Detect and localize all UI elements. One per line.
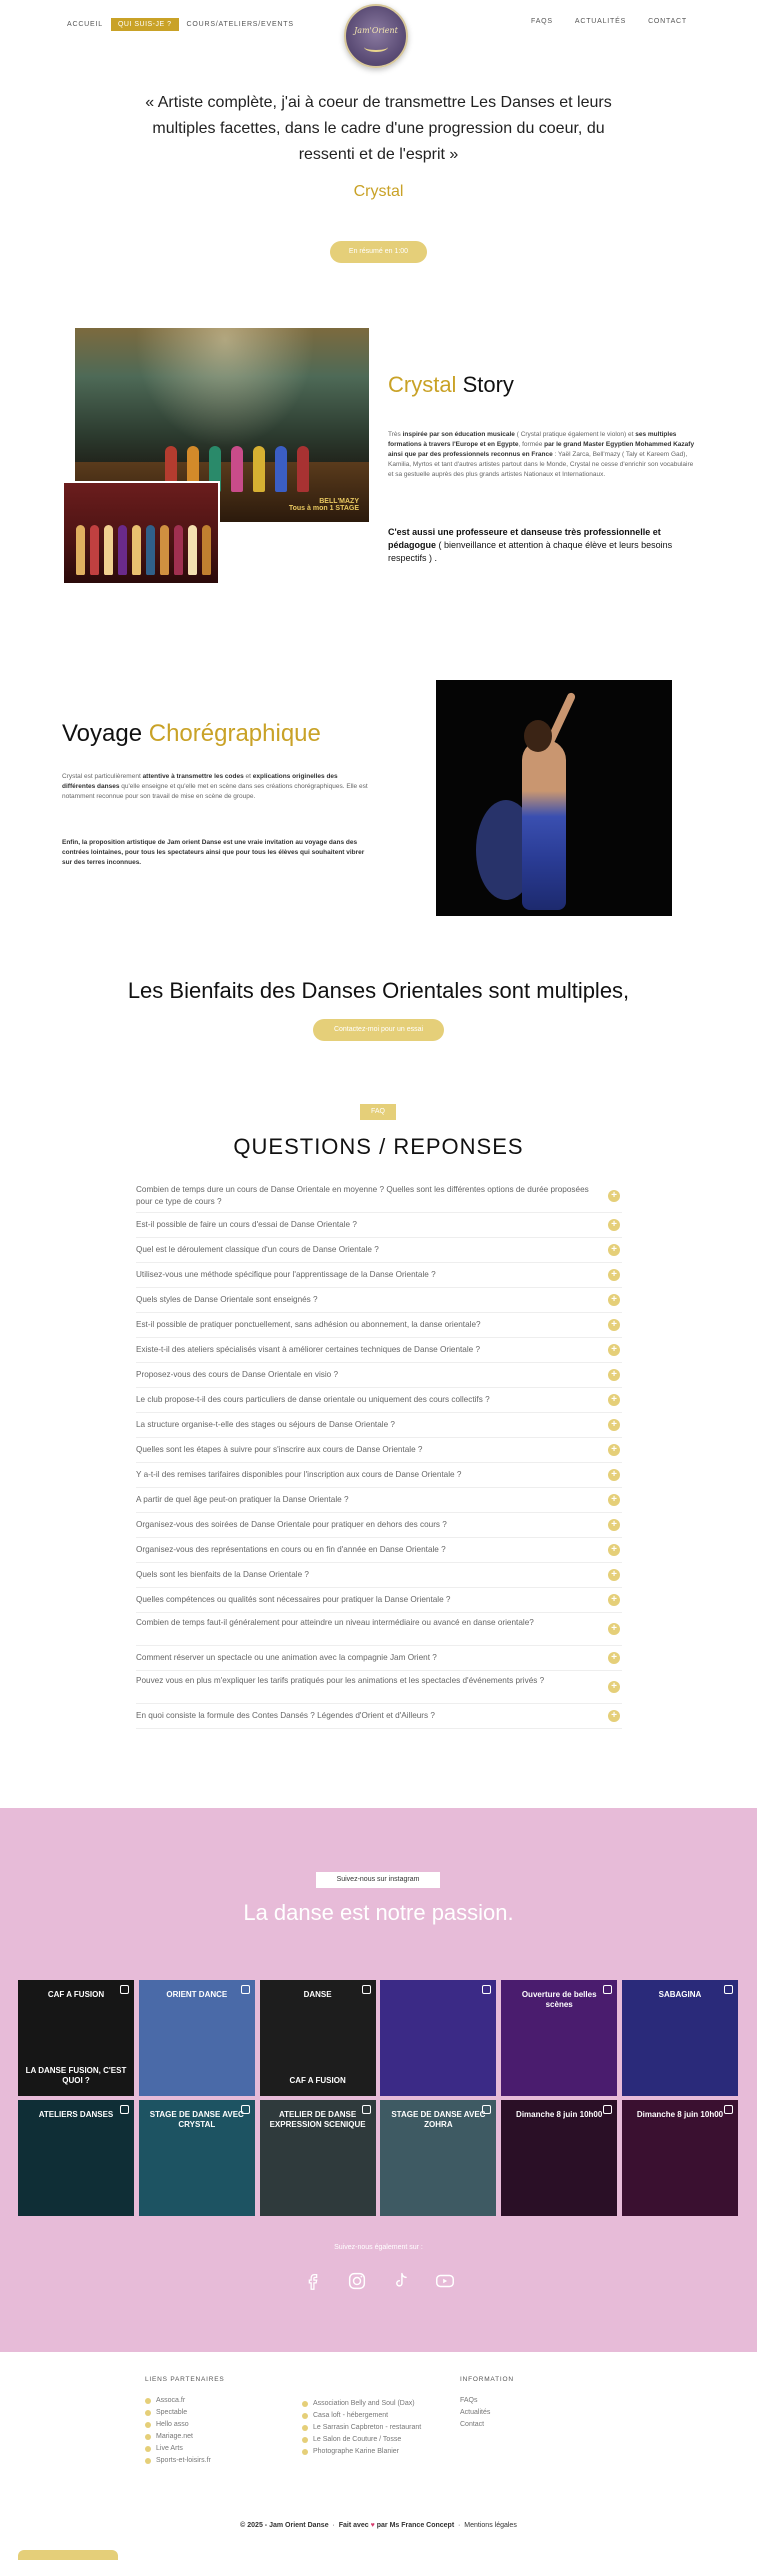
instagram-post-title: ATELIER DE DANSE EXPRESSION SCENIQUE	[269, 2110, 366, 2129]
multi-image-icon	[603, 1985, 612, 1994]
nav-link-accueil[interactable]: ACCUEIL	[67, 21, 103, 28]
footer-link-label: Association Belly and Soul (Dax)	[313, 2400, 415, 2407]
plus-icon[interactable]: +	[608, 1623, 620, 1635]
footer-link-label: Casa loft - hébergement	[313, 2412, 389, 2419]
instagram-follow-button[interactable]: Suivez-nous sur instagram	[316, 1872, 440, 1888]
stage-dancer	[275, 446, 287, 492]
instagram-post[interactable]	[18, 2100, 134, 2216]
faq-question: Comment réserver un spectacle ou une animation avec la compagnie Jam Orient ?	[136, 1653, 437, 1662]
social-links	[302, 2270, 456, 2292]
footer-link-label: Spectable	[156, 2409, 188, 2416]
faq-item[interactable]	[136, 1646, 622, 1671]
plus-icon[interactable]: +	[608, 1544, 620, 1556]
footer-link-label: FAQs	[460, 2397, 478, 2404]
faq-item[interactable]	[136, 1313, 622, 1338]
instagram-post[interactable]	[501, 1980, 617, 2096]
faq-title: QUESTIONS / REPONSES	[233, 1134, 524, 1159]
instagram-post-title: SABAGINA	[658, 1990, 702, 1999]
multi-image-icon	[362, 1985, 371, 1994]
multi-image-icon	[120, 1985, 129, 1994]
socials-label: Suivez-nous également sur :	[334, 2244, 423, 2251]
voyage-paragraph-2	[62, 838, 372, 868]
bullet-icon	[145, 2410, 151, 2416]
footer-link[interactable]	[302, 2446, 421, 2458]
group-photo	[62, 481, 220, 585]
faq-item[interactable]	[136, 1213, 622, 1238]
multi-image-icon	[241, 2105, 250, 2114]
instagram-post[interactable]	[18, 1980, 134, 2096]
plus-icon[interactable]: +	[608, 1344, 620, 1356]
instagram-post-title: ATELIERS DANSES	[38, 2110, 114, 2119]
voyage-text-bold: attentive à transmettre les codes	[142, 773, 244, 780]
faq-question: Le club propose-t-il des cours particuliers de danse orientale ou uniquement des cours collectifs ?	[136, 1395, 490, 1404]
instagram-post-title: Ouverture de belles scènes	[521, 1990, 597, 2009]
story-text: : Yaël Zarca, Bell'mazy ( Taly et Kareem Gad), Kamilia, Myrtos et tant d'autres artistes partout dans le Monde, Crystal ne cesse d'enrichir son vocabulaire et sa gestuelle auprès des plus grands artistes Nationaux et Internationaux.	[388, 451, 694, 478]
instagram-post-caption: LA DANSE FUSION, C'EST QUOI ?	[25, 2066, 127, 2085]
copyright: © 2025 - Jam Orient Danse · Fait avec ♥ par Ms France Concept · Mentions légales	[240, 2522, 517, 2529]
instagram-post[interactable]	[139, 2100, 255, 2216]
faq-question: Pouvez vous en plus m'expliquer les tarifs pratiqués pour les animations et les spectacles d'événements privés ?	[136, 1676, 545, 1685]
voyage-text-bold: Jam orient Danse est une vraie invitation au voyage dans des contrées lointaines, pour tous les spectateurs ainsi que pour tous les élèves qui souhaitent vibrer sur des terres inconnues.	[62, 839, 365, 866]
quote-author: Crystal	[353, 183, 404, 200]
footer-partners-2	[302, 2398, 421, 2458]
instagram-post-title: DANSE	[303, 1990, 332, 1999]
nav-link-qui-suis-je[interactable]: QUI SUIS-JE ?	[111, 18, 179, 31]
plus-icon[interactable]: +	[608, 1269, 620, 1281]
faq-item[interactable]	[136, 1263, 622, 1288]
bullet-icon	[302, 2413, 308, 2419]
faq-question: Y a-t-il des remises tarifaires disponibles pour l'inscription aux cours de Danse Orientale ?	[136, 1470, 462, 1479]
faq-badge: FAQ	[360, 1104, 396, 1120]
footer-link-label: Contact	[460, 2421, 485, 2428]
footer-link-label: Le Salon de Couture / Tosse	[313, 2436, 402, 2443]
instagram-grid	[18, 1980, 738, 2216]
bullet-icon	[145, 2434, 151, 2440]
story-text-bold: inspirée par son éducation musicale	[402, 431, 515, 438]
instagram-post[interactable]	[501, 2100, 617, 2216]
instagram-post[interactable]	[260, 1980, 376, 2096]
bullet-icon	[302, 2437, 308, 2443]
instagram-post[interactable]	[380, 1980, 496, 2096]
copyright-text: © 2025 - Jam Orient Danse	[240, 2522, 329, 2529]
dancer-body	[522, 740, 566, 910]
plus-icon[interactable]: +	[608, 1469, 620, 1481]
plus-icon[interactable]: +	[608, 1444, 620, 1456]
group-person	[160, 525, 169, 575]
footer-link-label: Hello asso	[156, 2421, 189, 2428]
site-logo[interactable]	[344, 4, 408, 68]
plus-icon[interactable]: +	[608, 1594, 620, 1606]
plus-icon[interactable]: +	[608, 1494, 620, 1506]
story-highlight-text: ( bienveillance et attention à chaque élève et leurs besoins respectifs ) .	[388, 540, 673, 563]
faq-question: Quels sont les bienfaits de la Danse Orientale ?	[136, 1570, 309, 1579]
footer-link[interactable]	[145, 2431, 224, 2443]
cookie-tab[interactable]	[18, 2550, 118, 2560]
multi-image-icon	[724, 2105, 733, 2114]
plus-icon[interactable]: +	[608, 1519, 620, 1531]
instagram-post-title: STAGE DE DANSE AVEC ZOHRA	[391, 2110, 486, 2129]
nav-link-cours[interactable]: COURS/ATELIERS/EVENTS	[186, 21, 294, 28]
plus-icon[interactable]: +	[608, 1394, 620, 1406]
faq-question: Quelles compétences ou qualités sont nécessaires pour pratiquer la Danse Orientale ?	[136, 1595, 451, 1604]
footer-link[interactable]	[145, 2395, 224, 2407]
stage-dancer	[253, 446, 265, 492]
story-title-gold: Crystal	[388, 372, 457, 397]
hero-quote: « Artiste complète, j'ai à coeur de transmettre Les Danses et leurs multiples facettes, dans le cadre d'une progression du coeur, du ressenti et de l'esprit »	[145, 94, 612, 163]
faq-item[interactable]	[136, 1588, 622, 1613]
faq-question: Est-il possible de faire un cours d'essai de Danse Orientale ?	[136, 1220, 357, 1229]
multi-image-icon	[120, 2105, 129, 2114]
group-person	[118, 525, 127, 575]
bullet-icon	[302, 2449, 308, 2455]
faq-item[interactable]	[136, 1180, 622, 1213]
footer-link-label: Le Sarrasin Capbreton - restaurant	[313, 2424, 422, 2431]
faq-question: En quoi consiste la formule des Contes Dansés ? Légendes d'Orient et d'Ailleurs ?	[136, 1711, 435, 1720]
bullet-icon	[145, 2398, 151, 2404]
faq-item[interactable]	[136, 1388, 622, 1413]
stage-dancer	[231, 446, 243, 492]
tiktok-icon[interactable]	[390, 2270, 412, 2292]
instagram-post[interactable]	[260, 2100, 376, 2216]
plus-icon[interactable]: +	[608, 1681, 620, 1693]
story-text: ( Crystal pratique également le violon) et	[514, 431, 636, 438]
group-person	[188, 525, 197, 575]
multi-image-icon	[362, 2105, 371, 2114]
footer-link[interactable]	[145, 2419, 224, 2431]
plus-icon[interactable]: +	[608, 1190, 620, 1202]
dancer-head	[524, 720, 552, 752]
footer-link[interactable]	[302, 2410, 421, 2422]
faq-item[interactable]	[136, 1513, 622, 1538]
bullet-icon	[145, 2422, 151, 2428]
nav-left	[67, 18, 294, 31]
instagram-post[interactable]	[622, 1980, 738, 2096]
bullet-icon	[145, 2446, 151, 2452]
group-person	[104, 525, 113, 575]
resume-button[interactable]: En résumé en 1:00	[330, 241, 427, 263]
plus-icon[interactable]: +	[608, 1244, 620, 1256]
partners-list-b	[302, 2398, 421, 2458]
plus-icon[interactable]: +	[608, 1569, 620, 1581]
made-by-link[interactable]: par Ms France Concept	[376, 2522, 455, 2529]
logo-wings-icon	[364, 42, 388, 52]
plus-icon[interactable]: +	[608, 1369, 620, 1381]
footer-link-label: Photographe Karine Blanier	[313, 2448, 400, 2455]
faq-question: Existe-t-il des ateliers spécialisés visant à améliorer certaines techniques de Danse Orientale ?	[136, 1345, 481, 1354]
group-person	[76, 525, 85, 575]
footer-link[interactable]	[302, 2434, 421, 2446]
group-person	[174, 525, 183, 575]
footer-partners-title: LIENS PARTENAIRES	[145, 2376, 225, 2383]
voyage-title-b: Chorégraphique	[148, 720, 321, 747]
faq-item[interactable]	[136, 1563, 622, 1588]
facebook-icon[interactable]	[302, 2270, 324, 2292]
voyage-title-a: Voyage	[62, 720, 149, 747]
legal-link[interactable]: Mentions légales	[464, 2522, 517, 2529]
faq-item[interactable]	[136, 1671, 622, 1704]
faq-question: Quel est le déroulement classique d'un cours de Danse Orientale ?	[136, 1245, 379, 1254]
story-paragraph	[388, 430, 696, 480]
stage-badge	[289, 498, 359, 512]
bullet-icon	[302, 2401, 308, 2407]
faq-item[interactable]	[136, 1363, 622, 1388]
instagram-post-title: Dimanche 8 juin 10h00	[636, 2110, 724, 2119]
faq-item[interactable]	[136, 1438, 622, 1463]
faq-question: Quelles sont les étapes à suivre pour s'inscrire aux cours de Danse Orientale ?	[136, 1445, 423, 1454]
group-person	[202, 525, 211, 575]
plus-icon[interactable]: +	[608, 1652, 620, 1664]
nav-right	[531, 18, 687, 25]
group-person	[132, 525, 141, 575]
footer-link-label: Sports-et-loisirs.fr	[156, 2457, 211, 2464]
info-list	[460, 2395, 514, 2431]
voyage-paragraph	[62, 772, 372, 802]
faq-item[interactable]	[136, 1413, 622, 1438]
plus-icon[interactable]: +	[608, 1294, 620, 1306]
multi-image-icon	[241, 1985, 250, 1994]
footer-link[interactable]	[145, 2443, 224, 2455]
story-title-rest: Story	[456, 372, 514, 397]
faq-question: Combien de temps dure un cours de Danse Orientale en moyenne ? Quelles sont les différentes options de durée proposées pour ce type de cours ?	[136, 1185, 589, 1206]
stage-badge-line1: BELL'MAZY	[319, 498, 359, 505]
logo-text: Jam'Orient	[354, 26, 398, 35]
instagram-post[interactable]	[139, 1980, 255, 2096]
faq-list	[136, 1180, 622, 1729]
faq-question: Quels styles de Danse Orientale sont enseignés ?	[136, 1295, 318, 1304]
group-person	[146, 525, 155, 575]
footer-link[interactable]	[460, 2395, 514, 2407]
instagram-post-title: Dimanche 8 juin 10h00	[516, 2110, 603, 2119]
plus-icon[interactable]: +	[608, 1710, 620, 1722]
stage-dancer	[297, 446, 309, 492]
partners-list-a	[145, 2395, 224, 2467]
footer-link[interactable]	[145, 2455, 224, 2467]
story-highlight	[388, 526, 696, 565]
bullet-icon	[145, 2458, 151, 2464]
site-header	[0, 0, 757, 70]
instagram-icon[interactable]	[346, 2270, 368, 2292]
faq-question: La structure organise-t-elle des stages ou séjours de Danse Orientale ?	[136, 1420, 395, 1429]
footer-link[interactable]	[460, 2407, 514, 2419]
faq-question: Organisez-vous des soirées de Danse Orientale pour pratiquer en dehors des cours ?	[136, 1520, 447, 1529]
voyage-text-bold: Enfin, la proposition artistique de	[62, 839, 168, 846]
instagram-post-title: CAF A FUSION	[47, 1990, 105, 1999]
instagram-post-title: ORIENT DANCE	[166, 1990, 228, 1999]
multi-image-icon	[603, 2105, 612, 2114]
bullet-icon	[302, 2425, 308, 2431]
footer-link-label: Assoca.fr	[156, 2397, 186, 2404]
faq-question: Combien de temps faut-il généralement pour atteindre un niveau intermédiaire ou avancé en danse orientale?	[136, 1618, 534, 1627]
story-text-bold: par le grand Master Egyptien Mohammed Kazafy ainsi que par des professionnels reconnus en France	[388, 441, 695, 458]
footer-link[interactable]	[302, 2422, 421, 2434]
footer-link-label: Mariage.net	[156, 2433, 193, 2440]
story-title	[388, 372, 514, 398]
voyage-text: qu'elle enseigne et qu'elle met en scène dans ses créations chorégraphiques. Elle est notamment reconnue pour son travail de mise en scène de groupe.	[62, 783, 368, 800]
voyage-title	[62, 720, 321, 748]
faq-question: Proposez-vous des cours de Danse Orientale en visio ?	[136, 1370, 339, 1379]
plus-icon[interactable]: +	[608, 1419, 620, 1431]
multi-image-icon	[482, 2105, 491, 2114]
faq-item[interactable]	[136, 1488, 622, 1513]
footer-info-title: INFORMATION	[460, 2376, 514, 2383]
faq-question: Utilisez-vous une méthode spécifique pour l'apprentissage de la Danse Orientale ?	[136, 1270, 436, 1279]
story-text-bold: ses multiples formations à travers l'Europe et en Egypte	[388, 431, 677, 448]
story-highlight-bold: C'est aussi une professeure et danseuse très professionnelle et pédagogue	[388, 527, 661, 550]
nav-link-faqs[interactable]: FAQS	[531, 18, 553, 25]
faq-item[interactable]	[136, 1238, 622, 1263]
stage-light	[135, 328, 315, 448]
plus-icon[interactable]: +	[608, 1319, 620, 1331]
instagram-post-title: STAGE DE DANSE AVEC CRYSTAL	[149, 2110, 244, 2129]
faq-question: A partir de quel âge peut-on pratiquer la Danse Orientale ?	[136, 1495, 349, 1504]
multi-image-icon	[482, 1985, 491, 1994]
multi-image-icon	[724, 1985, 733, 1994]
footer-information	[460, 2376, 514, 2431]
voyage-text: Crystal est particulièrement	[62, 773, 143, 780]
instagram-post-caption: CAF A FUSION	[289, 2076, 346, 2085]
footer-link-label: Actualités	[460, 2409, 491, 2416]
nav-link-contact[interactable]: CONTACT	[648, 18, 687, 25]
faq-item[interactable]	[136, 1538, 622, 1563]
plus-icon[interactable]: +	[608, 1219, 620, 1231]
voyage-text-bold: explications originelles des différentes danses	[62, 773, 338, 790]
group-person	[90, 525, 99, 575]
story-text: Très	[388, 431, 403, 438]
footer-link-label: Live Arts	[156, 2445, 183, 2452]
nav-link-actualites[interactable]: ACTUALITÉS	[574, 18, 627, 25]
bienfaits-title: Les Bienfaits des Danses Orientales sont multiples,	[127, 978, 630, 1003]
story-text: , formée	[518, 441, 545, 448]
instagram-post[interactable]	[380, 2100, 496, 2216]
faq-question: Est-il possible de pratiquer ponctuellement, sans adhésion ou abonnement, la danse orientale?	[136, 1320, 481, 1329]
faq-item[interactable]	[136, 1704, 622, 1729]
voyage-text: et	[243, 773, 253, 780]
footer-partners	[145, 2376, 224, 2467]
faq-item[interactable]	[136, 1288, 622, 1313]
youtube-icon[interactable]	[434, 2270, 456, 2292]
faq-item[interactable]	[136, 1338, 622, 1363]
footer-link[interactable]	[302, 2398, 421, 2410]
contact-trial-button[interactable]: Contactez-moi pour un essai	[313, 1019, 444, 1041]
faq-question: Organisez-vous des représentations en cours ou en fin d'année en Danse Orientale ?	[136, 1545, 446, 1554]
instagram-post[interactable]	[622, 2100, 738, 2216]
footer-link[interactable]	[145, 2407, 224, 2419]
footer-link[interactable]	[460, 2419, 514, 2431]
made-with-text: Fait avec	[338, 2522, 369, 2529]
faq-item[interactable]	[136, 1463, 622, 1488]
heart-icon: ♥	[370, 2522, 375, 2529]
dancer-photo	[436, 680, 672, 916]
faq-item[interactable]	[136, 1613, 622, 1646]
instagram-title: La danse est notre passion.	[243, 1900, 514, 1925]
instagram-section	[0, 1808, 757, 2352]
stage-badge-line2: Tous à mon 1 STAGE	[288, 505, 359, 512]
